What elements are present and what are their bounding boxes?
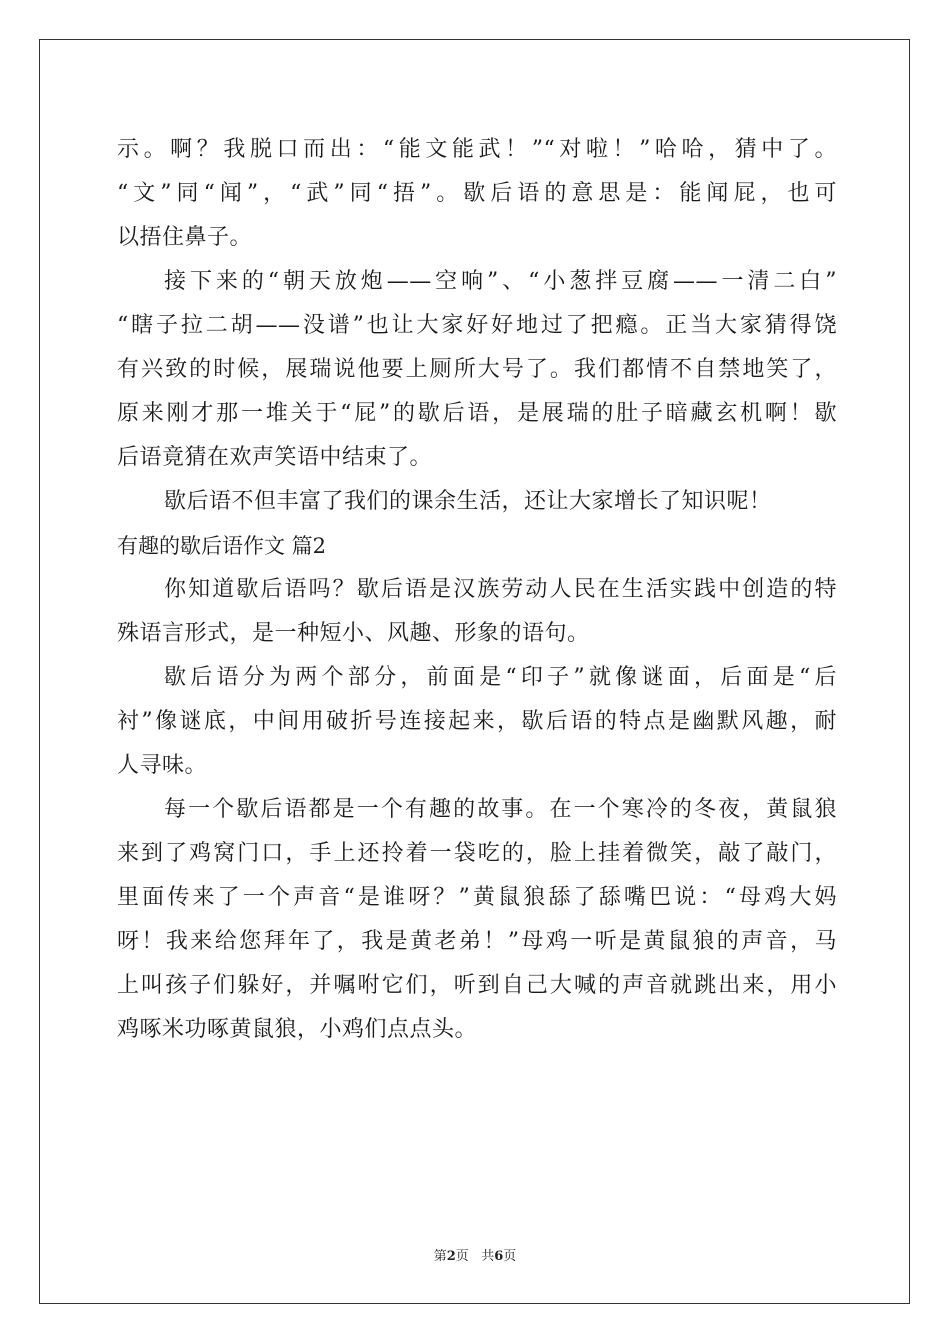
text-line: “文”同“闻”，“武”同“捂”。歇后语的意思是：能闻屁，也可 — [117, 181, 837, 206]
page-suffix: 页 — [455, 1249, 469, 1264]
text-line: 来到了鸡窝门口，手上还拎着一袋吃的，脸上挂着微笑，敲了敲门， — [117, 841, 837, 866]
text-line: 原来刚才那一堆关于“屁”的歇后语，是展瑞的肚子暗藏玄机啊！歇 — [117, 401, 837, 426]
paragraph-5 — [117, 656, 837, 788]
text-line: 以捂住鼻子。 — [117, 225, 253, 250]
text-line: 里面传来了一个声音“是谁呀？”黄鼠狼舔了舔嘴巴说：“母鸡大妈 — [117, 885, 837, 910]
section-heading: 有趣的歇后语作文 篇2 — [117, 534, 327, 558]
paragraph-2 — [117, 260, 837, 480]
text-line: “瞎子拉二胡——没谱”也让大家好好地过了把瘾。正当大家猜得饶 — [117, 313, 837, 338]
text-line: 后语竟猜在欢声笑语中结束了。 — [117, 445, 433, 470]
text-line: 每一个歇后语都是一个有趣的故事。在一个寒冷的冬夜，黄鼠狼 — [164, 797, 837, 822]
text-line: 衬”像谜底，中间用破折号连接起来，歇后语的特点是幽默风趣，耐 — [117, 709, 837, 734]
total-suffix: 页 — [503, 1249, 517, 1264]
text-line: 歇后语不但丰富了我们的课余生活，还让大家增长了知识呢！ — [164, 489, 772, 514]
text-line: 歇后语分为两个部分，前面是“印子”就像谜面，后面是“后 — [164, 665, 837, 690]
total-pages-label — [481, 1249, 516, 1264]
text-line: 接下来的“朝天放炮——空响”、“小葱拌豆腐——一清二白” — [164, 269, 837, 294]
page-number-label — [434, 1249, 469, 1264]
text-line: 殊语言形式，是一种短小、风趣、形象的语句。 — [117, 621, 590, 646]
total-prefix: 共 — [481, 1249, 495, 1264]
page-prefix: 第 — [433, 1249, 447, 1264]
text-line: 鸡啄米功啄黄鼠狼，小鸡们点点头。 — [117, 1017, 478, 1042]
paragraph-1 — [117, 128, 837, 260]
total-pages-number: 6 — [494, 1249, 504, 1264]
text-line: 示。啊？我脱口而出：“能文能武！”“对啦！”哈哈，猜中了。 — [117, 137, 837, 162]
text-line: 呀！我来给您拜年了，我是黄老弟！”母鸡一听是黄鼠狼的声音，马 — [117, 929, 837, 954]
paragraph-4 — [117, 568, 837, 656]
text-line: 上叫孩子们躲好，并嘱咐它们，听到自己大喊的声音就跳出来，用小 — [117, 973, 837, 998]
document-body — [117, 128, 837, 1052]
text-line: 有兴致的时候，展瑞说他要上厕所大号了。我们都情不自禁地笑了， — [117, 357, 837, 382]
text-line: 人寻味。 — [117, 753, 208, 778]
page-footer — [0, 1245, 950, 1264]
text-line: 你知道歇后语吗？歇后语是汉族劳动人民在生活实践中创造的特 — [164, 577, 837, 602]
paragraph-3 — [117, 480, 837, 524]
current-page-number: 2 — [446, 1249, 456, 1264]
paragraph-6 — [117, 788, 837, 1052]
